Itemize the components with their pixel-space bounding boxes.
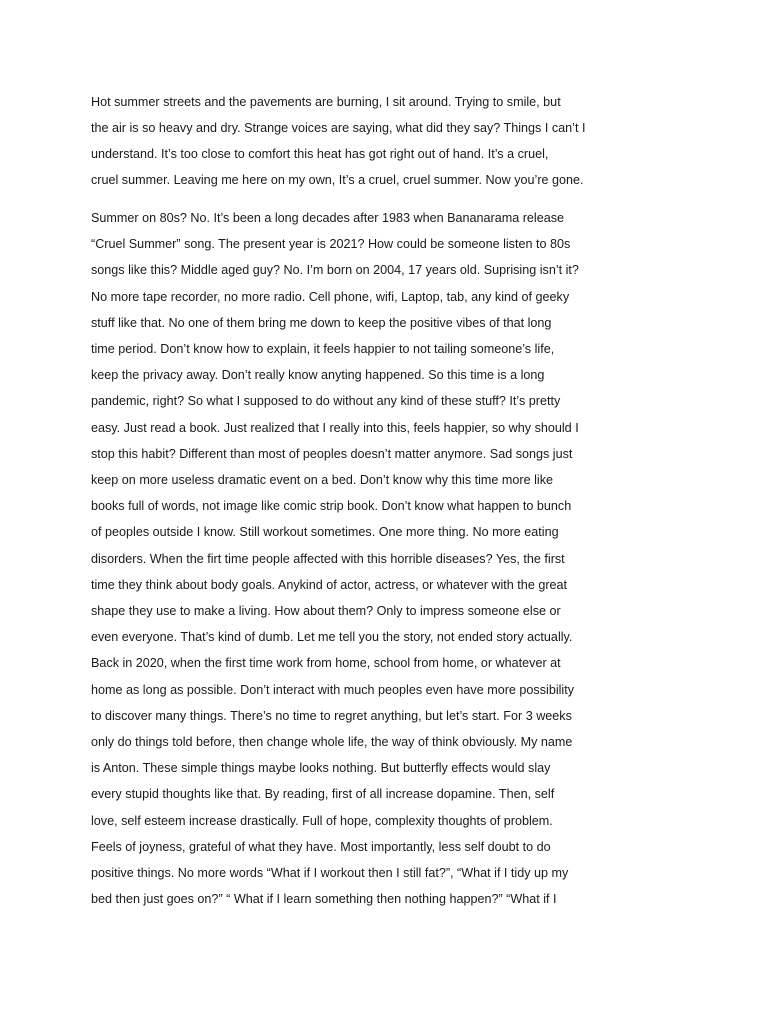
text-line: cruel summer. Leaving me here on my own, It’s a cruel, cruel summer. Now you’re gone. — [91, 173, 584, 187]
text-line: positive things. No more words “What if I workout then I still fat?”, “What if I tidy up my — [91, 866, 569, 880]
text-line: pandemic, right? So what I supposed to do without any kind of these stuff? It’s pretty — [91, 394, 561, 409]
text-line: time period. Don’t know how to explain, it feels happier to not tailing someone’s life, — [91, 342, 555, 356]
text-line: songs like this? Middle aged guy? No. I’m born on 2004, 17 years old. Suprising isn’t it? — [91, 263, 579, 278]
text-line: shape they use to make a living. How about them? Only to impress someone else or — [91, 604, 561, 618]
text-line: to discover many things. There’s no time to regret anything, but let’s start. For 3 weeks — [91, 708, 572, 723]
text-line: Summer on 80s? No. It’s been a long decades after 1983 when Bananarama release — [91, 211, 565, 225]
text-line: disorders. When the firt time people affected with this horrible diseases? Yes, the first — [91, 551, 565, 566]
text-line: Feels of joyness, grateful of what they have. Most importantly, less self doubt to do — [91, 839, 551, 854]
text-line: even everyone. That’s kind of dumb. Let me tell you the story, not ended story actually. — [91, 630, 573, 645]
text-line: keep the privacy away. Don’t really know anyting happened. So this time is a long — [91, 368, 545, 383]
text-line: stop this habit? Different than most of peoples doesn’t matter anymore. Sad songs just — [91, 446, 573, 461]
text-line: only do things told before, then change whole life, the way of think obviously. My name — [91, 735, 573, 749]
text-line: love, self esteem increase drastically. Full of hope, complexity thoughts of problem. — [91, 813, 553, 828]
text-line: understand. It’s too close to comfort this heat has got right out of hand. It’s a cruel, — [91, 147, 549, 161]
text-line: books full of words, not image like comic strip book. Don’t know what happen to bunch — [91, 499, 572, 514]
text-line: Back in 2020, when the first time work from home, school from home, or whatever at — [91, 656, 561, 671]
text-line: keep on more useless dramatic event on a bed. Don’t know why this time more like — [91, 473, 553, 487]
text-line: bed then just goes on?” “ What if I learn something then nothing happen?” “What if I — [91, 892, 557, 907]
text-line: easy. Just read a book. Just realized that I really into this, feels happier, so why should I — [91, 420, 579, 435]
text-line: time they think about body goals. Anykind of actor, actress, or whatever with the great — [91, 577, 568, 592]
text-line: “Cruel Summer” song. The present year is 2021? How could be someone listen to 80s — [91, 237, 571, 252]
text-line: is Anton. These simple things maybe looks nothing. But butterfly effects would slay — [91, 761, 551, 776]
text-line: stuff like that. No one of them bring me down to keep the positive vibes of that long — [91, 315, 552, 330]
text-line: Hot summer streets and the pavements are burning, I sit around. Trying to smile, but — [91, 95, 561, 109]
text-line: the air is so heavy and dry. Strange voices are saying, what did they say? Things I can’t I — [91, 121, 586, 135]
text-line: No more tape recorder, no more radio. Cell phone, wifi, Laptop, tab, any kind of geeky — [91, 289, 570, 304]
text-line: home as long as possible. Don’t interact with much peoples even have more possibility — [91, 682, 575, 697]
text-line: of peoples outside I know. Still workout sometimes. One more thing. No more eating — [91, 525, 559, 540]
text-line: every stupid thoughts like that. By reading, first of all increase dopamine. Then, self — [91, 787, 555, 802]
